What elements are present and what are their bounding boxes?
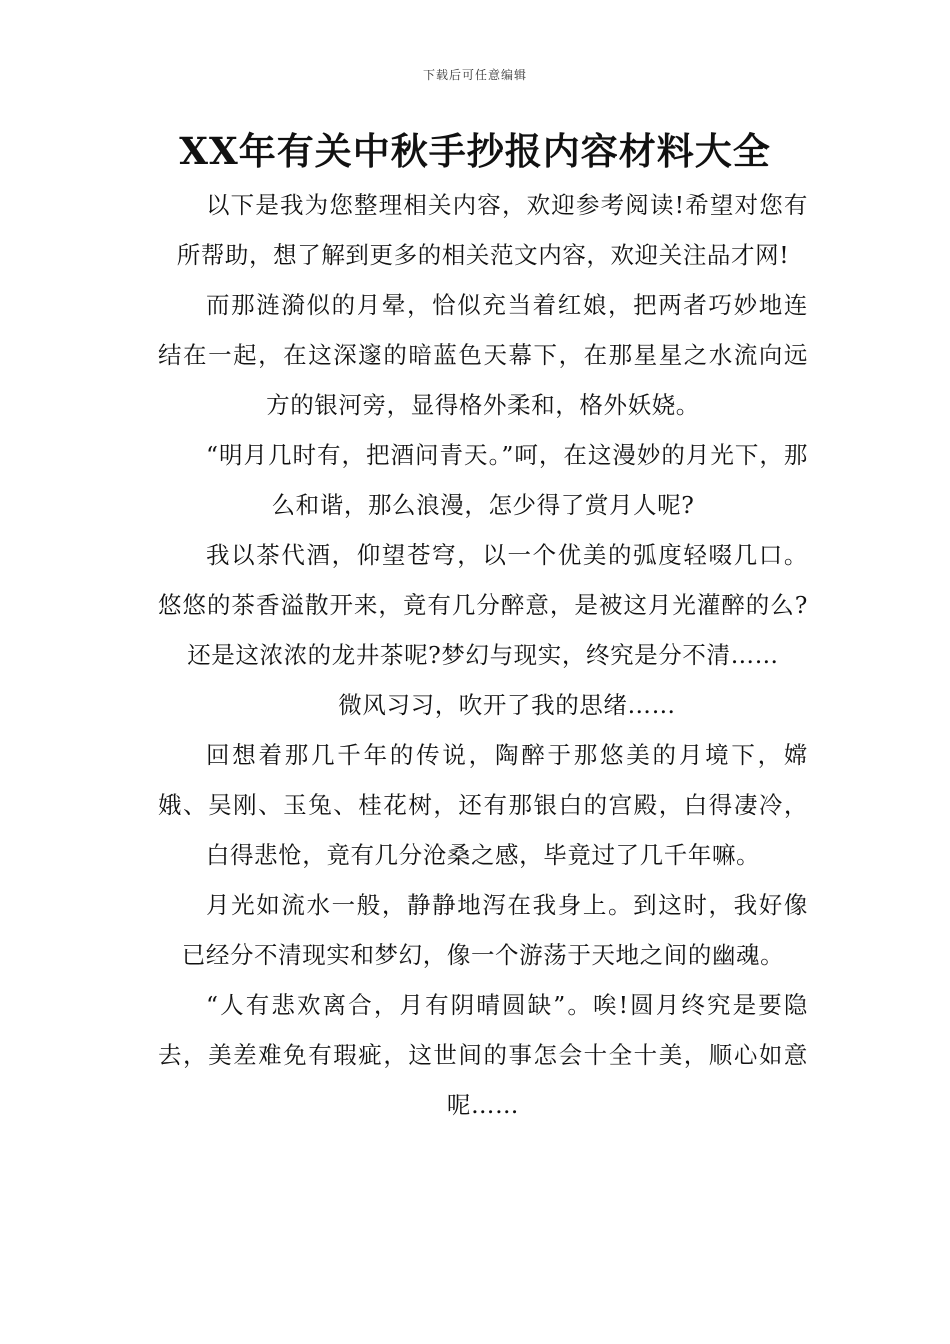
document-title: XX年有关中秋手抄报内容材料大全 [179, 129, 771, 173]
paragraph: 月光如流水一般，静静地泻在我身上。到这时，我好像已经分不清现实和梦幻，像一个游荡于天地之间的幽魂。 [181, 891, 808, 969]
document-body [158, 180, 808, 1130]
paragraph: “明月几时有，把酒问青天。”呵，在这漫妙的月光下，那么和谐，那么浪漫，怎少得了赏月人呢? [206, 441, 808, 519]
header-note: 下载后可任意编辑 [422, 68, 527, 82]
paragraph: 回想着那几千年的传说，陶醉于那悠美的月境下，嫦娥、吴刚、玉兔、桂花树，还有那银白的宫殿，白得凄冷，白得悲怆，竟有几分沧桑之感，毕竟过了几千年嘛。 [158, 741, 808, 869]
paragraph: 以下是我为您整理相关内容，欢迎参考阅读!希望对您有所帮助，想了解到更多的相关范文内容，欢迎关注品才网! [176, 191, 808, 269]
paragraph: 微风习习，吹开了我的思绪…… [338, 691, 676, 719]
paragraph: 而那涟漪似的月晕，恰似充当着红娘，把两者巧妙地连结在一起，在这深邃的暗蓝色天幕下，在那星星之水流向远方的银河旁，显得格外柔和，格外妖娆。 [158, 291, 808, 419]
paragraph: 我以茶代酒，仰望苍穹，以一个优美的弧度轻啜几口。悠悠的茶香溢散开来，竟有几分醉意，是被这月光灌醉的么?还是这浓浓的龙井茶呢?梦幻与现实，终究是分不清…… [158, 541, 808, 669]
paragraph: “人有悲欢离合，月有阴晴圆缺”。唉!圆月终究是要隐去，美差难免有瑕疵，这世间的事怎会十全十美，顺心如意呢…… [158, 991, 808, 1119]
